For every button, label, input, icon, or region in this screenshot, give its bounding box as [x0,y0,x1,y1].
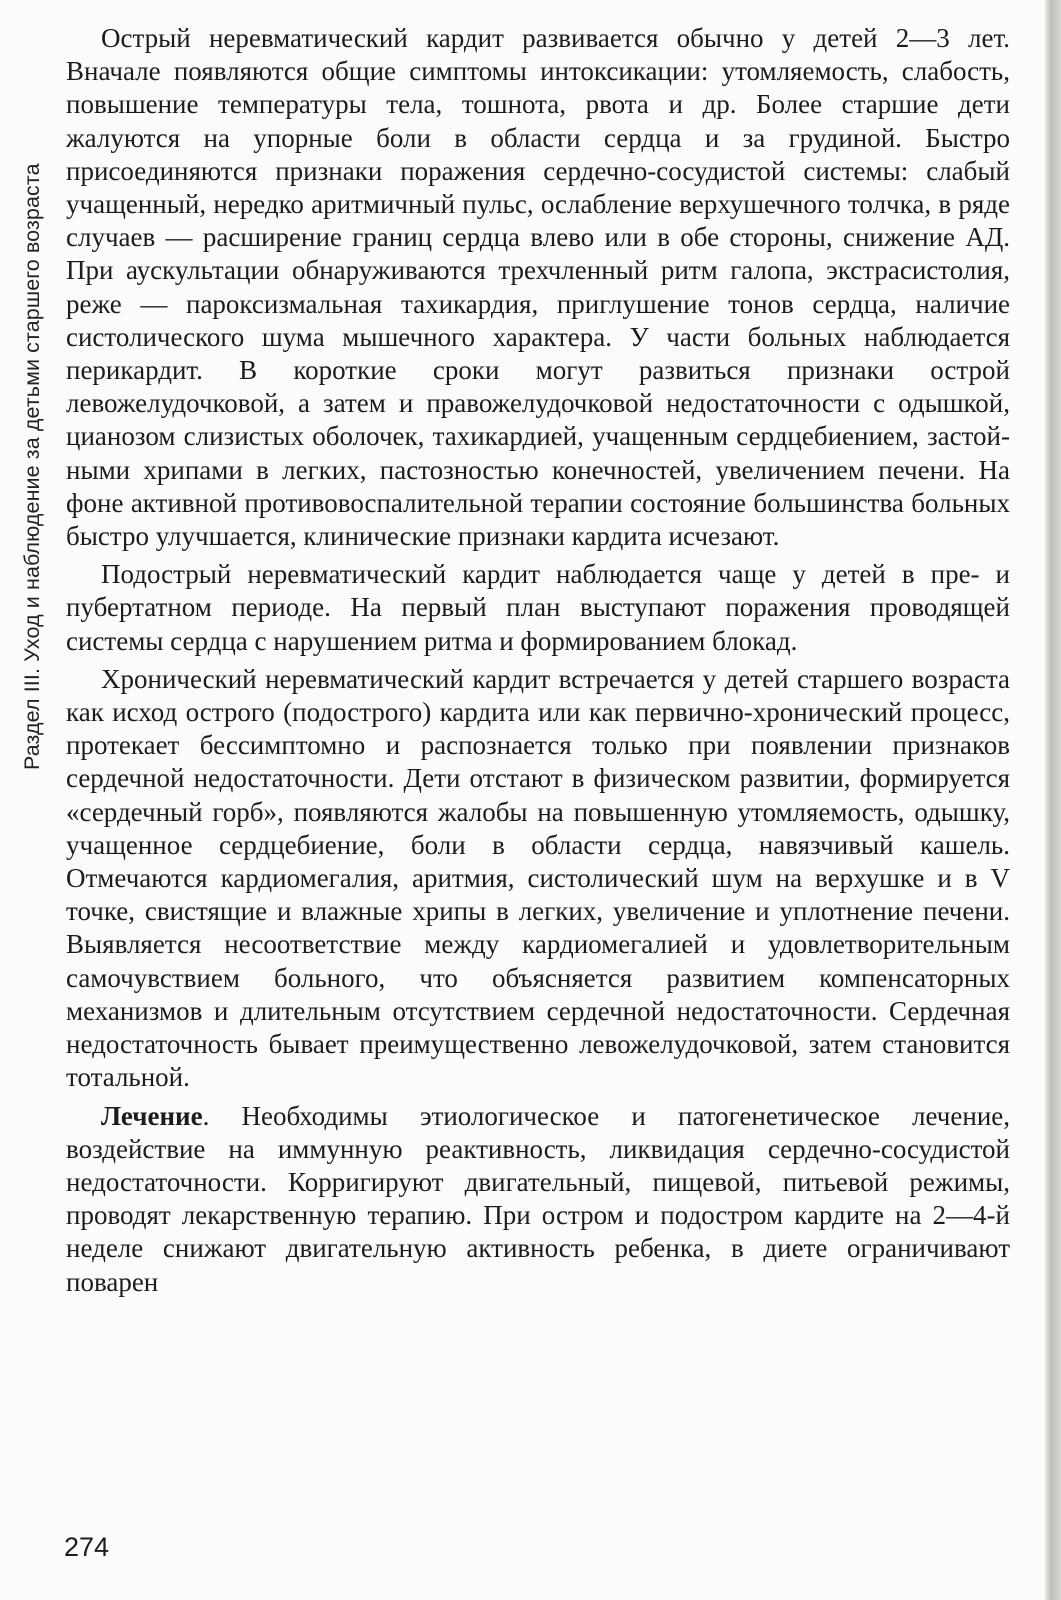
treatment-heading: Лечение [101,1100,203,1131]
paragraph-treatment [66,1100,1010,1299]
paragraph-text: Острый неревматический кардит развивается обычно у детей 2—3 лет. Вначале появляются общие симптомы интоксикации: утомляемость, слабость, повышение температуры тела, тошнота, рвота и др. Более старшие дети жалуются на упорные боли в области сердца и за грудиной. Быстро присоединяются признаки поражения сердечно-сосудистой системы: слабый учащенный, нередко аритмичный пульс, ослабление верхушечного толчка, в ряде случаев — расширение границ сердца влево или в обе стороны, снижение АД. При аускультации обнаруживаются трехчленный ритм галопа, экстрасистолия, реже — пароксизмальная тахикардия, приглушение тонов сердца, наличие систолического шума мышечного характера. У части больных наблюдается перикардит. В короткие сроки могут развиться признаки острой левожелудочковой, а затем и правожелудочковой недостаточности с одышкой, цианозом слизистых оболочек, тахикардией, учащенным сердцебиением, застойными хрипами в легких, пастозностью конечностей, увеличением печени. На фоне активной противовоспалительной терапии состояние большинства больных быстро улучшается, клинические признаки кардита исчезают. [66,23,1010,552]
paragraph-acute-carditis [66,22,1010,553]
paragraph-chronic-carditis [66,663,1010,1095]
paragraph-text: Подострый неревматический кардит наблюдается чаще у детей в пре- и пубертатном периоде. На первый план выступают поражения проводящей системы сердца с нарушением ритма и формированием блокад. [66,559,1010,656]
page-number: 274 [64,1532,110,1562]
scan-page-edge [1045,0,1061,1600]
running-head: Раздел III. Уход и наблюдение за детьми старшего возраста [20,163,44,770]
paragraph-text: Хронический неревматический кардит встречается у детей старшего возраста как исход острого (подострого) кардита или как первично-хронический процесс, протекает бессимптомно и распознается только при появлении признаков сердечной недостаточности. Дети отстают в физическом развитии, формируется «сердечный горб», появляются жалобы на повышенную утомляемость, одышку, учащенное сердцебиение, боли в области сердца, навязчивый кашель. Отмечаются кардиомегалия, аритмия, систолический шум на верхушке и в V точке, свистящие и влажные хрипы в легких, увеличение и уплотнение печени. Выявляется несоответствие между кардиомегалией и удовлетворительным самочувствием больного, что объясняется развитием компенсаторных механизмов и длительным отсутствием сердечной недостаточности. Сердечная недостаточность бывает преимущественно левожелудочковой, затем становится тотальной. [66,663,1010,1093]
body-text [66,22,1010,1304]
paragraph-text: . Необходимы этиологическое и патогенетическое лечение, воздействие на иммунную реактивность, ликвидация сердечно-сосудистой недостаточности. Корригируют двигательный, пищевой, питьевой режимы, проводят лекарственную терапию. При остром и подостром кардите на 2—4-й неделе снижают двигательную активность ребенка, в диете ограничивают поварен [66,1100,1010,1297]
paragraph-subacute-carditis [66,558,1010,658]
